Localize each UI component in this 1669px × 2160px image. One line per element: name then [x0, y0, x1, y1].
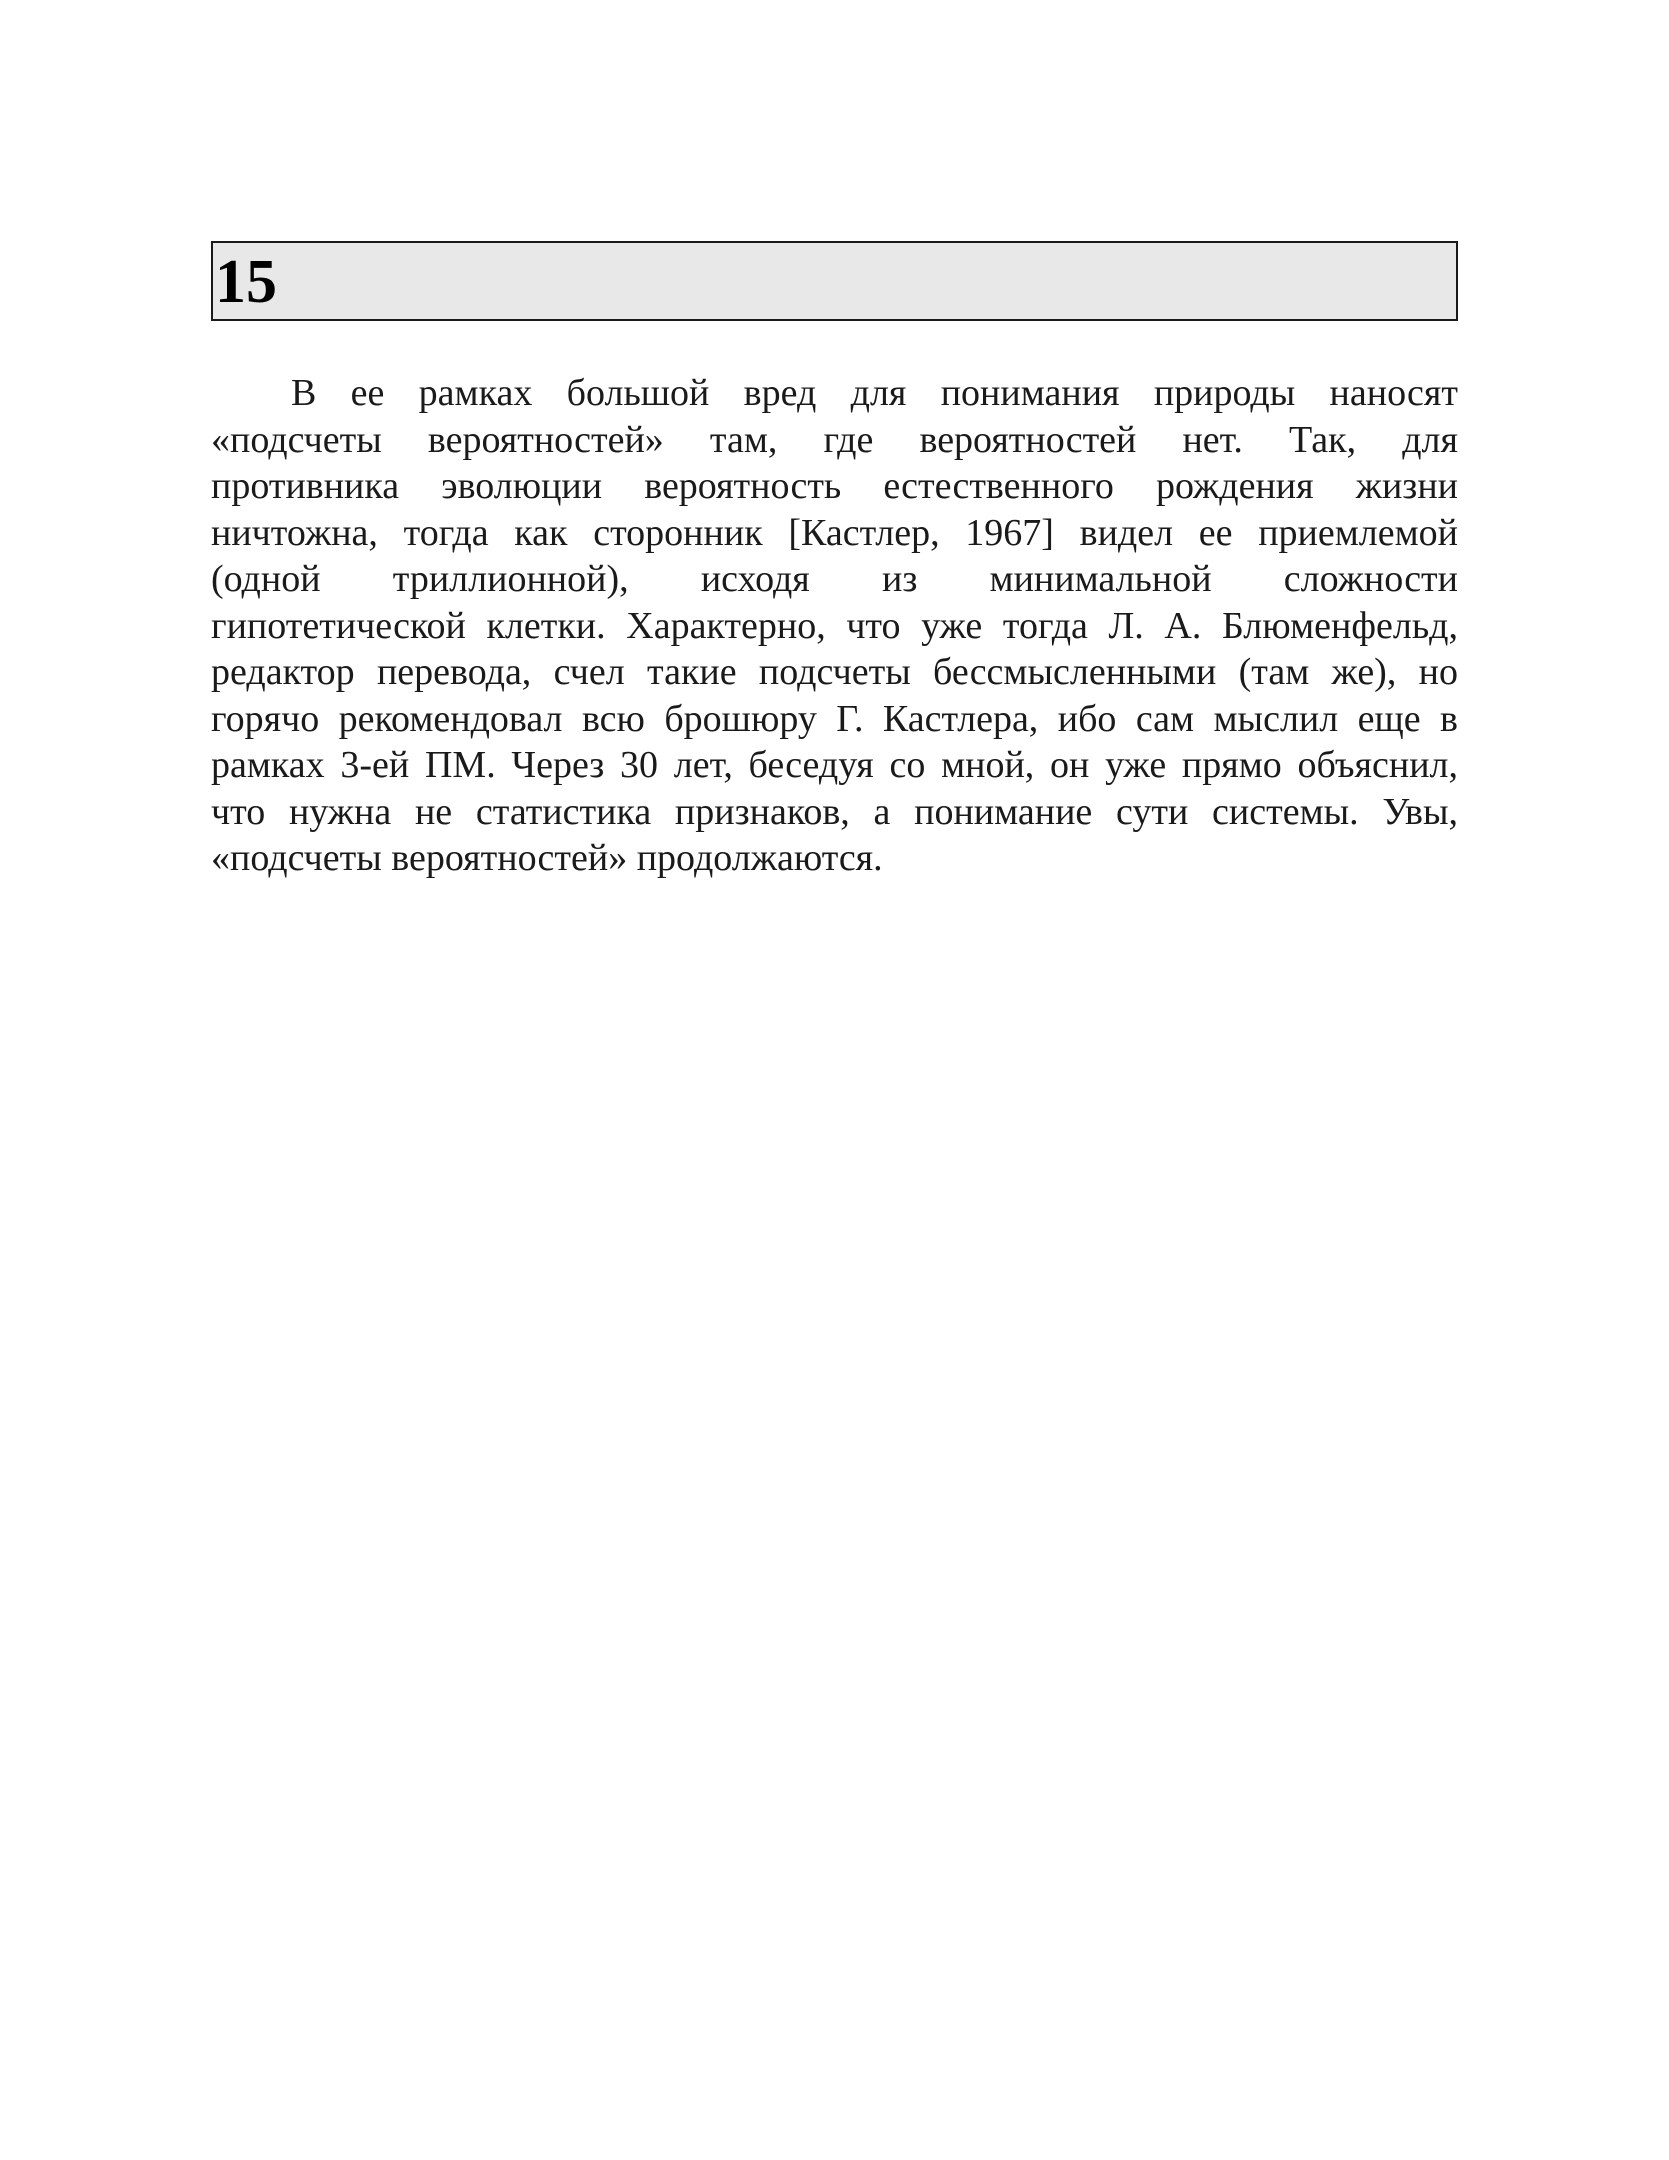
paragraph-line: что нужна не статистика признаков, а понимание сути системы. Увы, — [211, 790, 1458, 833]
paragraph-line: В ее рамках большой вред для понимания природы наносят — [291, 372, 1458, 414]
section-number-box — [211, 241, 1458, 321]
paragraph-line: «подсчеты вероятностей» там, где вероятностей нет. Так, для — [211, 418, 1458, 461]
paragraph-line: редактор перевода, счел такие подсчеты бессмысленными (там же), но — [211, 651, 1458, 693]
paragraph-line: рамках 3-ей ПМ. Через 30 лет, беседуя со мной, он уже прямо объяснил, — [211, 744, 1458, 786]
paragraph-line: горячо рекомендовал всю брошюру Г. Кастлера, ибо сам мыслил еще в — [211, 697, 1458, 740]
section-number: 15 — [215, 248, 277, 316]
paragraph-line: противника эволюции вероятность естественного рождения жизни — [211, 465, 1458, 507]
paragraph-line: гипотетической клетки. Характерно, что уже тогда Л. А. Блюменфельд, — [211, 604, 1458, 647]
paragraph-line: «подсчеты вероятностей» продолжаются. — [211, 837, 883, 879]
paragraph-line: ничтожна, тогда как сторонник [Кастлер, 1967] видел ее приемлемой — [211, 511, 1458, 554]
body-paragraph — [211, 370, 1458, 882]
paragraph-line: (одной триллионной), исходя из минимальной сложности — [211, 558, 1458, 600]
